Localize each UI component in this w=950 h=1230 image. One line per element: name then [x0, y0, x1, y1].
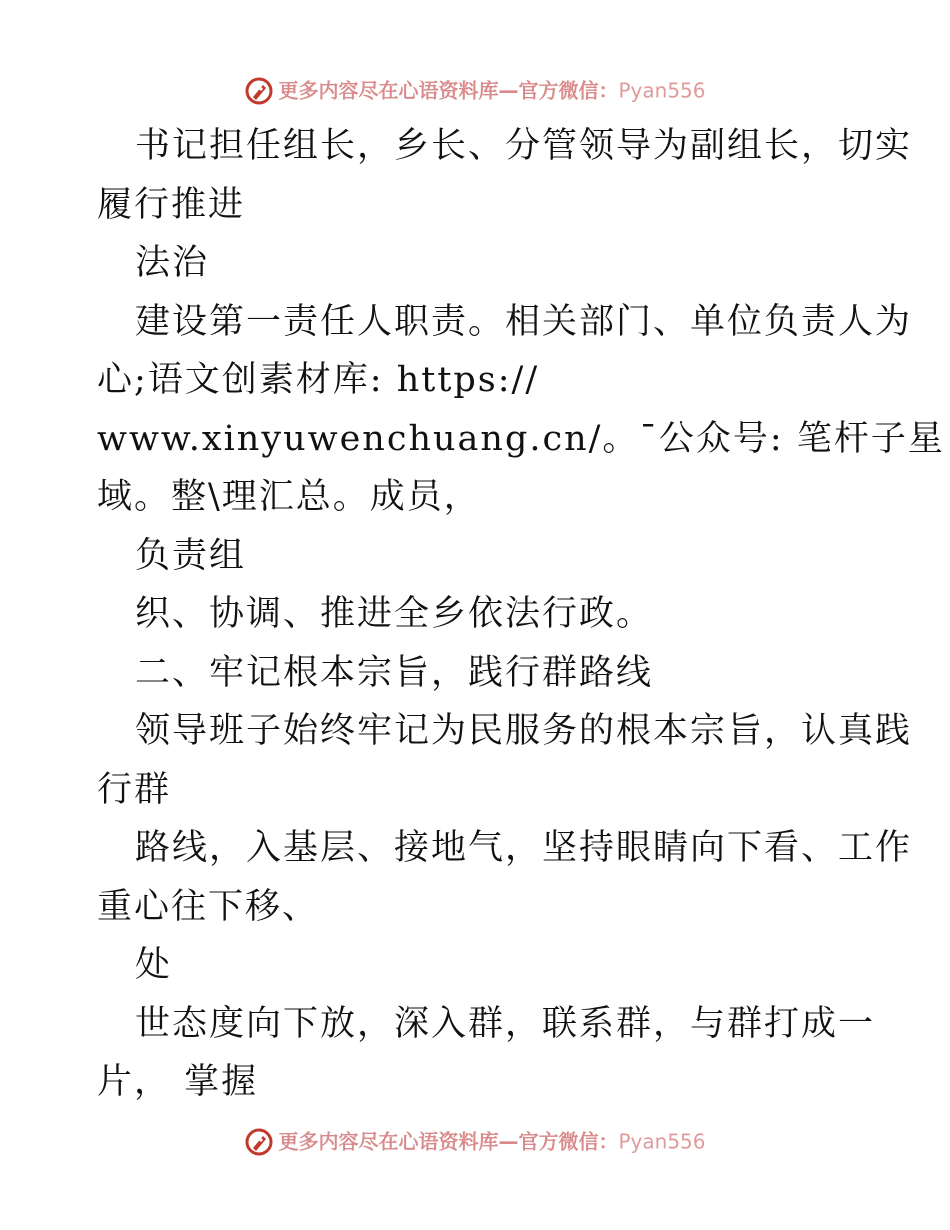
body-line: 行群 [97, 769, 172, 810]
body-line: 建设第一责任人职责。相关部门、单位负责人为 [135, 301, 913, 342]
body-line: 处 [135, 945, 173, 985]
body-line: 织、协调、推进全乡依法行政。 [135, 594, 654, 634]
body-line: 片， 掌握 [97, 1062, 259, 1102]
body-line: 负责组 [135, 535, 247, 576]
body-line: 域。整\理汇总。成员， [97, 477, 481, 517]
watermark-text: 更多内容尽在心语资料库—官方微信： [278, 1129, 619, 1154]
footer-watermark [0, 1125, 950, 1157]
body-line: 书记担任组长，乡长、分管领导为副组长，切实 [135, 126, 913, 166]
pen-nib-circle-icon [244, 1127, 274, 1157]
section-heading: 二、牢记根本宗旨，践行群路线 [135, 652, 654, 693]
body-line: 领导班子始终牢记为民服务的根本宗旨，认真践 [135, 711, 913, 751]
body-line: www.xinyuwenchuang.cn/。¯公众号: 笔杆子星 [97, 418, 945, 459]
body-line: 履行推进 [97, 184, 246, 225]
header-watermark [0, 74, 950, 106]
body-line: 路线，入基层、接地气，坚持眼睛向下看、工作 [135, 828, 913, 868]
watermark-wechat-id: Pyan556 [618, 1129, 706, 1154]
body-line: 心;语文创素材库: https:// [97, 360, 540, 400]
watermark-wechat-id: Pyan556 [618, 78, 706, 103]
pen-nib-circle-icon [244, 76, 274, 106]
body-line: 法治 [135, 243, 210, 283]
body-line: 世态度向下放，深入群，联系群，与群打成一 [135, 1003, 876, 1044]
body-line: 重心往下移、 [97, 886, 320, 927]
document-body [97, 117, 945, 1112]
watermark-text: 更多内容尽在心语资料库—官方微信： [278, 78, 619, 103]
